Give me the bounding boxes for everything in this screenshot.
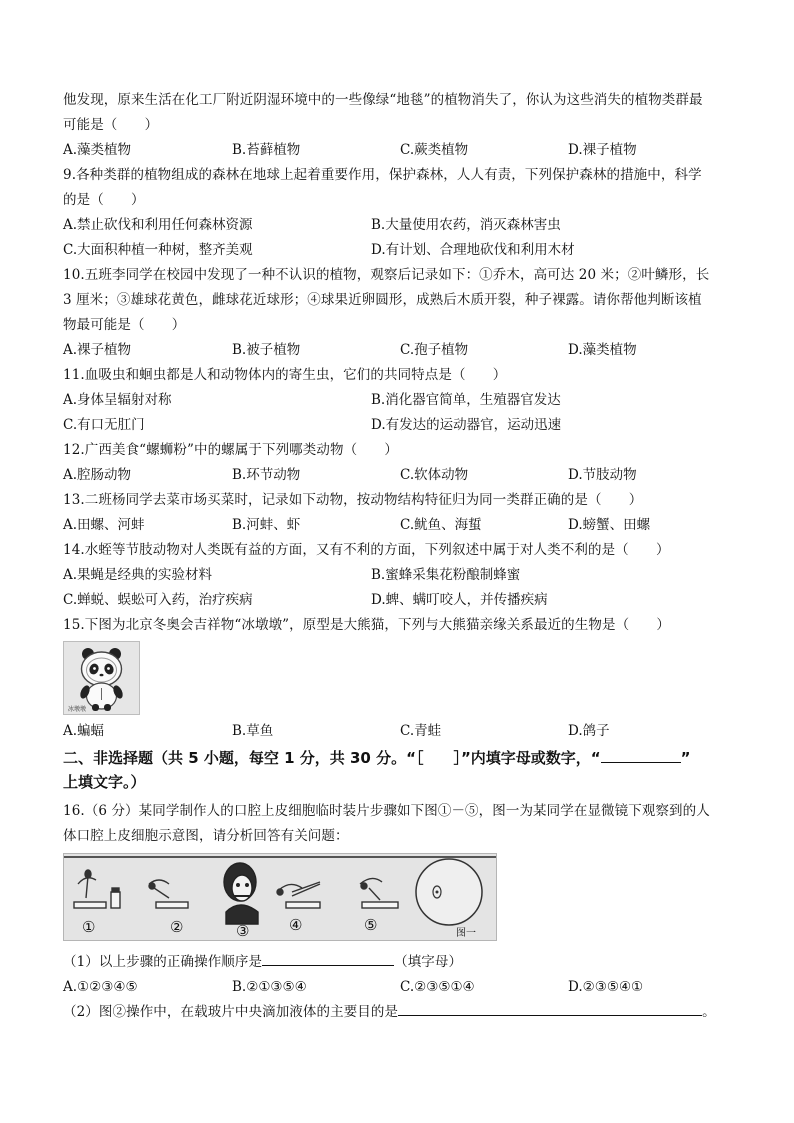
q14-option-a: A.果蝇是经典的实验材料 bbox=[63, 567, 213, 583]
q16-sub2-prefix: （2）图②操作中，在载玻片中央滴加液体的主要目的是 bbox=[63, 1004, 399, 1020]
section2-line1: 二、非选择题（共 5 小题，每空 1 分，共 30 分。“［ ］”内填字母或数字，“ bbox=[63, 749, 601, 767]
q15-line1: 15.下图为北京冬奥会吉祥物“冰墩墩”，原型是大熊猫，下列与大熊猫亲缘关系最近的生物是（ ） bbox=[63, 617, 670, 633]
q13-option-c: C.鱿鱼、海蜇 bbox=[400, 517, 482, 533]
q8-option-c: C.蕨类植物 bbox=[400, 142, 469, 158]
q13-line1: 13.二班杨同学去菜市场买菜时，记录如下动物，按动物结构特征归为同一类群正确的是（ ） bbox=[63, 492, 643, 508]
mascot-image bbox=[63, 641, 140, 715]
q16-sub1-prefix: （1）以上步骤的正确操作顺序是 bbox=[63, 954, 263, 970]
q8-option-d: D.裸子植物 bbox=[568, 142, 637, 158]
q15-option-b: B.草鱼 bbox=[232, 723, 274, 739]
q9-option-d: D.有计划、合理地砍伐和利用木材 bbox=[371, 242, 575, 258]
q9-option-b: B.大量使用农药，消灭森林害虫 bbox=[371, 217, 561, 233]
step-label-4: ④ bbox=[289, 916, 303, 934]
q16-sub1 bbox=[63, 953, 462, 971]
q15-option-d: D.鸽子 bbox=[568, 723, 610, 739]
q16-line2: 体口腔上皮细胞示意图，请分析回答有关问题： bbox=[63, 828, 349, 844]
q16-line1: 16.（6 分）某同学制作人的口腔上皮细胞临时装片步骤如下图①－⑤，图一为某同学在显微镜下观察到的人 bbox=[63, 803, 710, 819]
step-label-5: ⑤ bbox=[364, 916, 378, 934]
q10-line1: 10.五班李同学在校园中发现了一种不认识的植物，观察后记录如下：①乔木，高可达 20 米；②叶鳞形，长 bbox=[63, 267, 710, 283]
q10-option-b: B.被子植物 bbox=[232, 342, 301, 358]
q12-line1: 12.广西美食“螺蛳粉”中的螺属于下列哪类动物（ ） bbox=[63, 442, 398, 458]
panda-mascot-icon bbox=[64, 642, 139, 714]
q10-option-c: C.孢子植物 bbox=[400, 342, 469, 358]
procedure-figure bbox=[63, 853, 497, 941]
step-label-1: ① bbox=[82, 918, 96, 936]
section2-blank bbox=[601, 762, 681, 763]
figure-one-label: 图一 bbox=[456, 928, 476, 939]
q11-line1: 11.血吸虫和蛔虫都是人和动物体内的寄生虫，它们的共同特点是（ ） bbox=[63, 367, 507, 383]
q8-option-b: B.苔藓植物 bbox=[232, 142, 301, 158]
q14-option-b: B.蜜蜂采集花粉酿制蜂蜜 bbox=[371, 567, 521, 583]
section2-line1-end: ” bbox=[680, 749, 691, 767]
q9-option-a: A.禁止砍伐和利用任何森林资源 bbox=[63, 217, 253, 233]
q11-option-a: A.身体呈辐射对称 bbox=[63, 392, 172, 408]
q16-sub1-option-b: B.②①③⑤④ bbox=[232, 979, 307, 995]
q8-option-a: A.藻类植物 bbox=[63, 142, 132, 158]
q8-line2: 可能是（ ） bbox=[63, 117, 159, 133]
q12-option-b: B.环节动物 bbox=[232, 467, 301, 483]
q10-line3: 物最可能是（ ） bbox=[63, 317, 186, 333]
q13-option-b: B.河蚌、虾 bbox=[232, 517, 301, 533]
section2-heading bbox=[63, 748, 691, 768]
q11-option-d: D.有发达的运动器官，运动迅速 bbox=[371, 417, 562, 433]
step-label-2: ② bbox=[170, 918, 184, 936]
q16-sub1-option-a: A.①②③④⑤ bbox=[63, 979, 138, 995]
q10-line2: 3 厘米；③雄球花黄色，雌球花近球形；④球果近卵圆形，成熟后木质开裂，种子裸露。请你帮他判断该植 bbox=[63, 292, 702, 308]
q12-option-d: D.节肢动物 bbox=[568, 467, 637, 483]
slide-procedure-illustration bbox=[64, 854, 496, 940]
q16-sub1-option-c: C.②③⑤①④ bbox=[400, 979, 475, 995]
section2-line2: 上填文字。） bbox=[63, 773, 146, 791]
q16-sub1-blank[interactable] bbox=[262, 965, 394, 966]
q10-option-a: A.裸子植物 bbox=[63, 342, 132, 358]
q12-option-a: A.腔肠动物 bbox=[63, 467, 132, 483]
q13-option-d: D.螃蟹、田螺 bbox=[568, 517, 651, 533]
q9-line2: 的是（ ） bbox=[63, 192, 145, 208]
q15-option-a: A.蝙蝠 bbox=[63, 723, 105, 739]
q16-sub2-blank[interactable] bbox=[398, 1015, 702, 1016]
q14-option-c: C.蝉蜕、蜈蚣可入药，治疗疾病 bbox=[63, 592, 253, 608]
mascot-caption: 冰墩墩 bbox=[68, 706, 87, 713]
q9-option-c: C.大面积种植一种树，整齐美观 bbox=[63, 242, 253, 258]
q16-sub1-suffix: （填字母） bbox=[394, 954, 463, 970]
q16-sub2 bbox=[63, 1003, 716, 1021]
q13-option-a: A.田螺、河蚌 bbox=[63, 517, 145, 533]
q8-line1: 他发现，原来生活在化工厂附近阴湿环境中的一些像绿“地毯”的植物消失了，你认为这些消失的植物类群最 bbox=[63, 92, 703, 108]
q9-line1: 9.各种类群的植物组成的森林在地球上起着重要作用，保护森林，人人有责，下列保护森林的措施中，科学 bbox=[63, 167, 702, 183]
q11-option-c: C.有口无肛门 bbox=[63, 417, 145, 433]
q14-option-d: D.蜱、螨叮咬人，并传播疾病 bbox=[371, 592, 548, 608]
q11-option-b: B.消化器官简单，生殖器官发达 bbox=[371, 392, 561, 408]
q12-option-c: C.软体动物 bbox=[400, 467, 469, 483]
q16-sub2-suffix: 。 bbox=[702, 1004, 716, 1020]
step-label-3: ③ bbox=[236, 922, 250, 940]
q10-option-d: D.藻类植物 bbox=[568, 342, 637, 358]
q16-sub1-option-d: D.②③⑤④① bbox=[568, 979, 644, 995]
q15-option-c: C.青蛙 bbox=[400, 723, 442, 739]
q14-line1: 14.水蛭等节肢动物对人类既有益的方面，又有不利的方面，下列叙述中属于对人类不利的是（ ） bbox=[63, 542, 670, 558]
